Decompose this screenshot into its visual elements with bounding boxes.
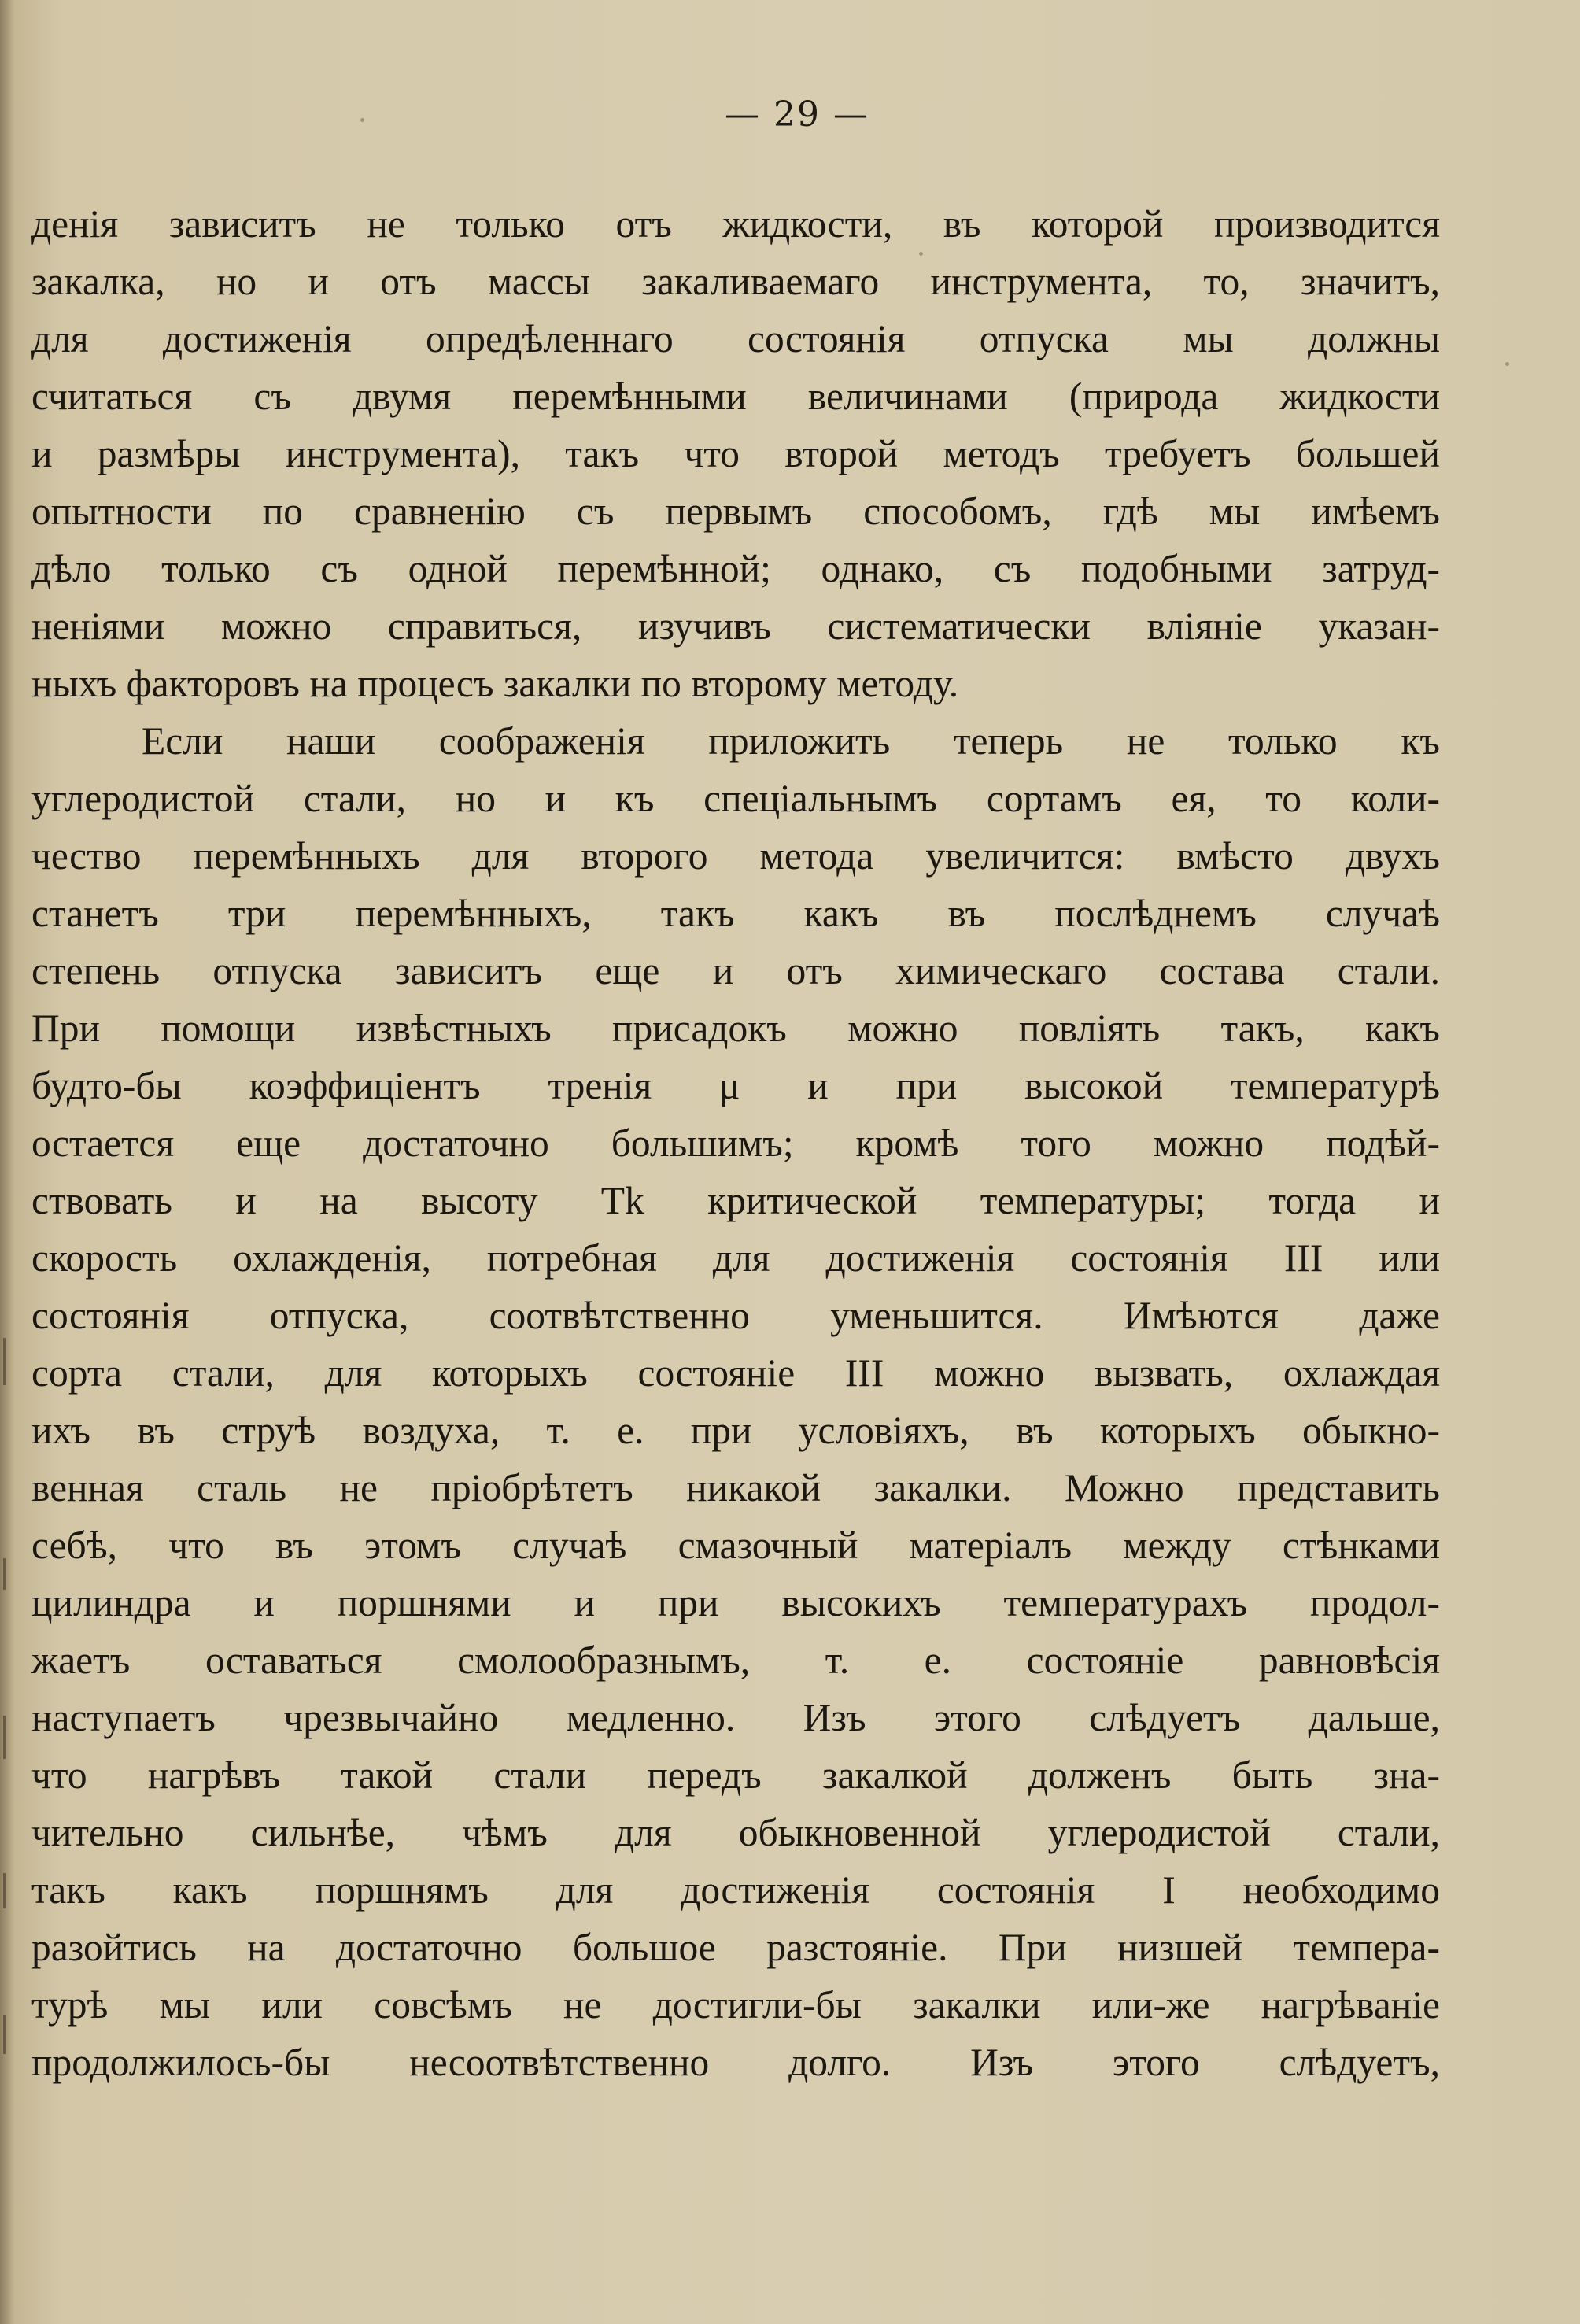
binding-mark	[3, 1558, 6, 1590]
text-line: дѣло только съ одной перемѣнной; однако, съ подобными затруд-	[31, 547, 1440, 590]
text-line: степень отпуска зависитъ еще и отъ химическаго состава стали.	[31, 949, 1440, 992]
text-line: остается еще достаточно большимъ; кромѣ того можно подѣй-	[31, 1121, 1440, 1165]
text-line: такъ какъ поршнямъ для достиженія состоянія I необходимо	[31, 1868, 1440, 1912]
body-text	[31, 195, 1440, 2091]
text-line: и размѣры инструмента), такъ что второй методъ требуетъ большей	[31, 432, 1440, 475]
paragraph-2	[31, 712, 1440, 2091]
text-line: считаться съ двумя перемѣнными величинами (природа жидкости	[31, 375, 1440, 418]
text-line: ныхъ факторовъ на процесъ закалки по второму методу.	[31, 662, 959, 705]
text-line: ствовать и на высоту Tk критической температуры; тогда и	[31, 1179, 1440, 1222]
binding-mark	[3, 1716, 6, 1759]
text-line: что нагрѣвъ такой стали передъ закалкой долженъ быть зна-	[31, 1753, 1440, 1797]
text-line: скорость охлажденія, потребная для достиженія состоянія III или	[31, 1236, 1440, 1280]
binding-mark	[3, 2015, 6, 2054]
text-line: закалка, но и отъ массы закаливаемаго инструмента, то, значитъ,	[31, 260, 1440, 303]
text-line: будто-бы коэффиціентъ тренія μ и при высокой температурѣ	[31, 1064, 1440, 1107]
text-line: Если наши соображенія приложить теперь не только къ	[142, 719, 1440, 763]
text-line: цилиндра и поршнями и при высокихъ температурахъ продол-	[31, 1581, 1440, 1624]
text-line: себѣ, что въ этомъ случаѣ смазочный матеріалъ между стѣнками	[31, 1524, 1440, 1567]
text-line: станетъ три перемѣнныхъ, такъ какъ въ послѣднемъ случаѣ	[31, 892, 1440, 935]
text-line: денія зависитъ не только отъ жидкости, въ которой производится	[31, 202, 1440, 246]
text-line: наступаетъ чрезвычайно медленно. Изъ этого слѣдуетъ дальше,	[31, 1696, 1440, 1739]
book-page	[14, 0, 1580, 2324]
text-line: сорта стали, для которыхъ состояніе III можно вызвать, охлаждая	[31, 1351, 1440, 1395]
text-line: опытности по сравненію съ первымъ способомъ, гдѣ мы имѣемъ	[31, 490, 1440, 533]
text-line: неніями можно справиться, изучивъ систематически вліяніе указан-	[31, 604, 1440, 648]
paragraph-1	[31, 195, 1440, 712]
text-line: венная сталь не пріобрѣтетъ никакой закалки. Можно представить	[31, 1466, 1440, 1509]
text-line: состоянія отпуска, соотвѣтственно уменьшится. Имѣются даже	[31, 1294, 1440, 1337]
text-line: жаетъ оставаться смолообразнымъ, т. е. состояніе равновѣсія	[31, 1639, 1440, 1682]
text-line: ихъ въ струѣ воздуха, т. е. при условіяхъ, въ которыхъ обыкно-	[31, 1409, 1440, 1452]
book-binding-edge	[0, 0, 14, 2324]
text-line: для достиженія опредѣленнаго состоянія отпуска мы должны	[31, 317, 1440, 360]
paper-speck	[1505, 362, 1509, 366]
text-line: чество перемѣнныхъ для второго метода увеличится: вмѣсто двухъ	[31, 834, 1440, 878]
text-line: разойтись на достаточно большое разстояніе. При низшей темпера-	[31, 1926, 1440, 1969]
page-number: — 29 —	[725, 94, 869, 135]
binding-mark	[3, 1338, 6, 1385]
text-line: углеродистой стали, но и къ спеціальнымъ сортамъ ея, то коли-	[31, 777, 1440, 820]
text-line: чительно сильнѣе, чѣмъ для обыкновенной углеродистой стали,	[31, 1811, 1440, 1854]
text-line: При помощи извѣстныхъ присадокъ можно повліять такъ, какъ	[31, 1007, 1440, 1050]
text-line: турѣ мы или совсѣмъ не достигли-бы закалки или-же нагрѣваніе	[31, 1983, 1440, 2027]
text-line: продолжилось-бы несоотвѣтственно долго. Изъ этого слѣдуетъ,	[31, 2041, 1440, 2084]
binding-mark	[3, 1873, 6, 1908]
